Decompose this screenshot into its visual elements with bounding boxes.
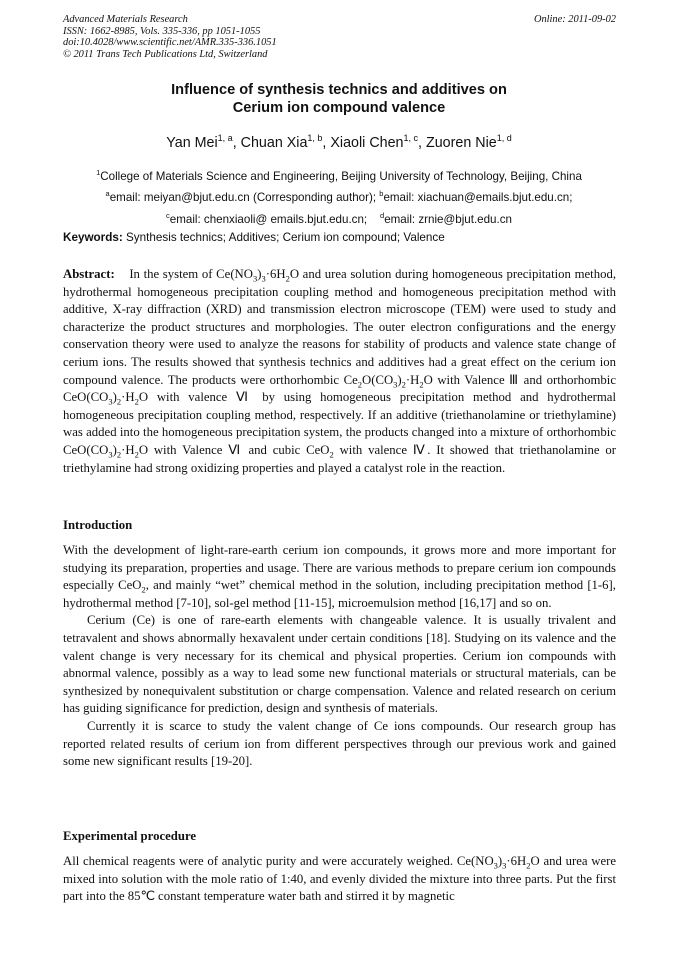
author-list: Yan Mei$^{1, a}$, Chuan Xia$^{1, b}$, Xiaoli Chen$^{1, c}$, Zuoren Nie$^{1, d}$ — [166, 133, 512, 151]
title-line-2: Cerium ion compound valence — [232, 100, 446, 116]
journal-header — [63, 14, 616, 60]
introduction-heading: Introduction — [63, 518, 133, 532]
doi-line[interactable]: doi:10.4028/www.scientific.net/AMR.335-336.1051 — [63, 37, 277, 49]
title-line-1: Influence of synthesis technics and additives on — [171, 82, 507, 98]
author-name: Zuoren Nie — [425, 134, 497, 151]
exp-paragraph-1: All chemical reagents were of analytic purity and were accurately weighed. $Ce(NO_3)_3\cdot 6H_2O$ and urea were mixed into solution with the mole ratio of 1:40, and evenly divided the mixture into three parts. Put the first part into the 85℃ constant temperature water bath and stirred it by magnetic — [63, 854, 617, 904]
intro-paragraph-1: With the development of light-rare-earth cerium ion compounds, it grows more and more important for studying its preparation, properties and usage. There are various methods to prepare cerium ion compounds especially CeO$_2$, and mainly “wet” chemical method in the solution, including precipitation method [1-6], hydrothermal method [7-10], sol-gel method [11-15], microemulsion method [16,17] and so on. — [63, 543, 616, 610]
email-b: email: xiachuan@emails.bjut.edu.cn; — [383, 191, 573, 205]
issn-line: ISSN: 1662-8985, Vols. 335-336, pp 1051-1055 — [63, 25, 261, 37]
online-date: Online: 2011-09-02 — [533, 14, 616, 25]
email-line-2: $^c$email: chenxiaoli@ emails.bjut.edu.cn; $^d$email: zrnie@bjut.edu.cn — [166, 210, 512, 226]
abstract: Abstract: In the system of $Ce(NO_3)_3\cdot 6H_2O$ and urea solution during homogeneous precipitation method, hydrothermal homogeneous precipitation coupling method and homogeneous precipitation method with additive, X-ray diffraction (XRD) and transmission electron microscope (TEM) were used to study and characterize the product structures and morphologies. The outer electron configurations and the energy conservation theory were used to analyze the reasons for stability of products and valence state change of cerium ions. The results showed that synthesis technics and additives had a great effect on the cerium ion compound valence. The products were orthorhombic $Ce_2O(CO_3)_2\cdot H_2O$ with Valence Ⅲ and orthorhombic $CeO(CO_3)_2\cdot H_2O$ with valence Ⅵ by using homogeneous precipitation method and hydrothermal homogeneous precipitation coupling method, respectively. If an additive (triethanolamine or triethylamine) was added into the homogeneous precipitation system, the products changed into a mixture of orthorhombic $CeO(CO_3)_2\cdot H_2O$ with Valence Ⅵ and cubic CeO$_2$ with valence Ⅳ. It showed that triethanolamine or triethylamine had strong oxidizing properties and played a catalyst role in the reaction. — [63, 267, 617, 475]
email-d: email: zrnie@bjut.edu.cn — [384, 212, 512, 226]
author-sup: 1, d — [496, 133, 512, 143]
author-sup: 1, a — [217, 133, 233, 143]
introduction-body — [63, 542, 616, 771]
copyright-line: © 2011 Trans Tech Publications Ltd, Switzerland — [63, 48, 268, 60]
author-sup: 1, b — [307, 133, 323, 143]
keywords-label: Keywords: — [63, 231, 123, 244]
abstract-label: Abstract: — [63, 267, 115, 281]
keywords-text: Synthesis technics; Additives; Cerium ion compound; Valence — [126, 231, 445, 244]
intro-paragraph-2: Cerium (Ce) is one of rare-earth elements with changeable valence. It is usually trivalent and tetravalent and shows abnormally hexavalent under certain conditions [18]. Studying on its valence and the valent change is very necessary for its chemical and physical properties. Cerium ion compounds with abnormal valence, possibly as a way to lead some new functional materials or structural materials, can be synthesized by nonequivalent substitution or charge compensation. Valence and related research on cerium has guiding significance for prediction, design and synthesis of materials. — [63, 613, 616, 716]
intro-paragraph-3: Currently it is scarce to study the valent change of Ce ions compounds. Our research group has reported related results of cerium ion from different perspectives through our previous work and gained some new significant results [19-20]. — [63, 718, 616, 769]
journal-name: Advanced Materials Research — [63, 14, 188, 25]
affiliations — [0, 164, 678, 228]
author-sup: 1, c — [403, 133, 419, 143]
author-name: Yan Mei — [166, 134, 218, 151]
author-name: Xiaoli Chen — [330, 134, 404, 151]
keywords — [63, 230, 616, 246]
experimental-heading: Experimental procedure — [63, 829, 197, 843]
affiliation-line: $^1$College of Materials Science and Engineering, Beijing University of Technology, Beijing, China — [96, 168, 582, 183]
author-name: Chuan Xia — [240, 134, 308, 151]
paper-title — [0, 81, 678, 117]
email-a: email: meiyan@bjut.edu.cn (Corresponding author); — [109, 191, 377, 205]
email-c: email: chenxiaoli@ emails.bjut.edu.cn; — [169, 212, 368, 226]
email-line-1: $^a$email: meiyan@bjut.edu.cn (Corresponding author); $^b$email: xiachuan@emails.bjut.edu.cn; — [105, 189, 573, 205]
experimental-body — [63, 853, 616, 906]
